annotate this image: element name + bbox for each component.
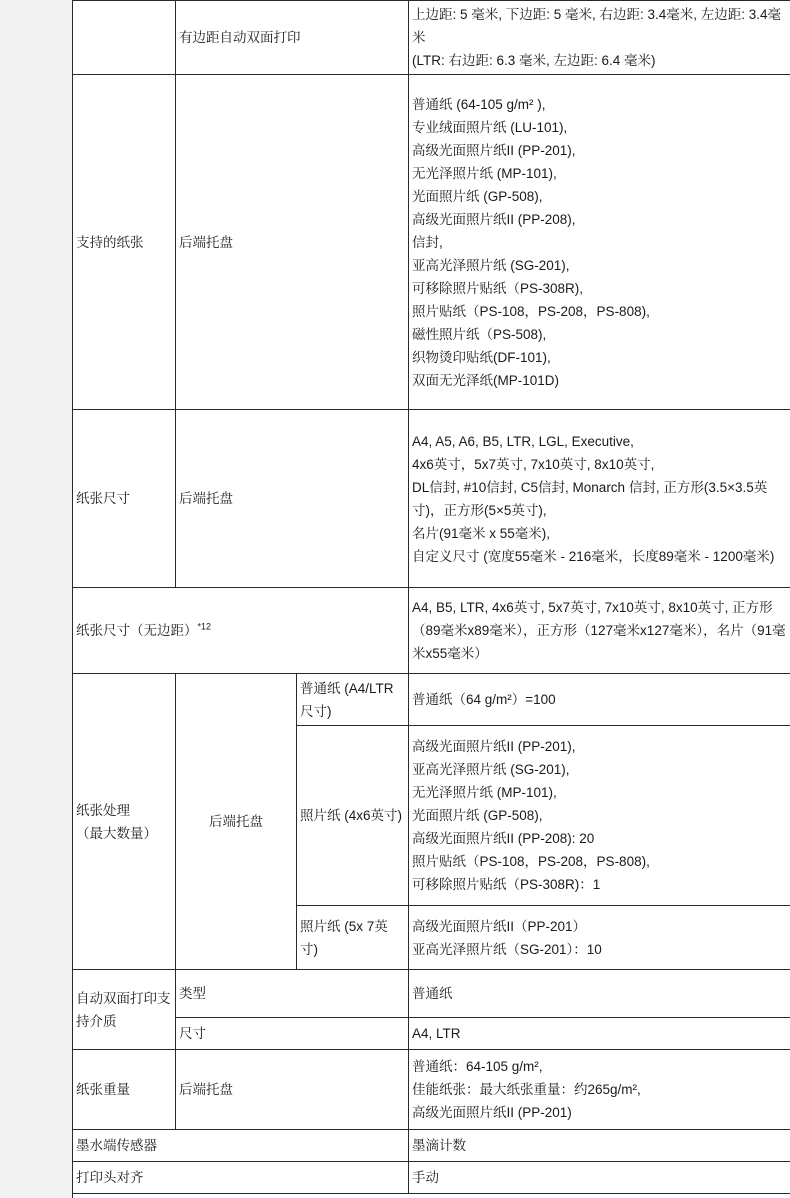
duplex-margins-value <box>409 1 790 75</box>
paper-handling-value: 普通纸（64 g/m²）=100 <box>409 674 790 726</box>
row-paper-size <box>73 410 790 588</box>
ink-sensor-value: 墨滴计数 <box>409 1130 790 1162</box>
paper-handling-type: 照片纸 (5x 7英寸) <box>297 906 409 970</box>
paper-handling-label-line: 纸张处理 <box>76 802 130 818</box>
duplex-media-type-value: 普通纸 <box>409 970 790 1018</box>
paper-handling-tray: 后端托盘 <box>176 674 297 970</box>
row-duplex-media-size <box>73 1018 790 1050</box>
row-duplex-media-type <box>73 970 790 1018</box>
spec-table <box>72 0 790 1194</box>
paper-item: 信封, <box>412 234 443 250</box>
handling-item: 亚高光泽照片纸（SG-201）：10 <box>412 941 602 957</box>
paper-item: 高级光面照片纸II (PP-201), <box>412 142 576 158</box>
size-item: A4, A5, A6, B5, LTR, LGL, Executive, <box>412 433 634 449</box>
paper-handling-type: 照片纸 (4x6英寸) <box>297 726 409 906</box>
paper-item: 织物烫印贴纸(DF-101), <box>412 349 551 365</box>
duplex-media-type-label: 类型 <box>176 970 409 1018</box>
borderless-size-value: A4, B5, LTR, 4x6英寸, 5x7英寸, 7x10英寸, 8x10英寸, 正方形（89毫米x89毫米），正方形（127毫米x127毫米），名片（91毫米x55毫米） <box>409 588 790 674</box>
paper-item: 照片贴纸（PS-108，PS-208，PS-808), <box>412 303 650 319</box>
paper-item: 普通纸 (64-105 g/m² ), <box>412 96 546 112</box>
left-margin-strip <box>0 0 73 1198</box>
paper-item: 磁性照片纸（PS-508), <box>412 326 547 342</box>
paper-handling-value <box>409 906 790 970</box>
paper-item: 无光泽照片纸 (MP-101), <box>412 165 557 181</box>
row-paper-handling-plain <box>73 674 790 726</box>
size-item: DL信封, #10信封, C5信封, Monarch 信封, 正方形(3.5×3.5英寸)，正方形(5×5英寸), <box>412 479 768 518</box>
paper-item: 高级光面照片纸II (PP-208), <box>412 211 576 227</box>
cell-empty <box>73 1 176 75</box>
borderless-size-label-text: 纸张尺寸（无边距） <box>76 623 198 638</box>
row-paper-size-borderless <box>73 588 790 674</box>
handling-item: 无光泽照片纸 (MP-101), <box>412 785 557 800</box>
weight-item: 普通纸：64-105 g/m², <box>412 1059 543 1074</box>
duplex-media-size-label: 尺寸 <box>176 1018 409 1050</box>
paper-weight-value <box>409 1050 790 1130</box>
paper-item: 专业绒面照片纸 (LU-101), <box>412 119 568 135</box>
duplex-margins-line: 上边距: 5 毫米, 下边距: 5 毫米, 右边距: 3.4毫米, 左边距: 3.4毫米 <box>412 7 782 45</box>
head-alignment-value: 手动 <box>409 1162 790 1194</box>
weight-item: 佳能纸张：最大纸张重量：约265g/m², <box>412 1082 641 1097</box>
handling-item: 高级光面照片纸II（PP-201） <box>412 918 587 934</box>
duplex-media-size-value: A4, LTR <box>409 1018 790 1050</box>
footnote-ref: *12 <box>197 621 212 632</box>
handling-item: 可移除照片贴纸（PS-308R)：1 <box>412 877 601 892</box>
handling-item: 照片贴纸（PS-108，PS-208，PS-808), <box>412 854 650 869</box>
size-item: 名片(91毫米 x 55毫米), <box>412 525 551 541</box>
weight-item: 高级光面照片纸II (PP-201) <box>412 1105 572 1120</box>
ink-sensor-label: 墨水端传感器 <box>73 1130 409 1162</box>
paper-size-label: 纸张尺寸 <box>73 410 176 588</box>
supported-paper-label: 支持的纸张 <box>73 75 176 410</box>
borderless-size-label <box>73 588 409 674</box>
size-item: 自定义尺寸 (宽度55毫米 - 216毫米，长度89毫米 - 1200毫米) <box>412 548 775 564</box>
paper-item: 亚高光泽照片纸 (SG-201), <box>412 257 570 273</box>
handling-item: 高级光面照片纸II (PP-208): 20 <box>412 831 595 846</box>
handling-item: 亚高光泽照片纸 (SG-201), <box>412 762 570 777</box>
paper-weight-label: 纸张重量 <box>73 1050 176 1130</box>
row-supported-paper <box>73 75 790 410</box>
paper-handling-label-line: （最大数量） <box>76 825 157 841</box>
paper-handling-value <box>409 726 790 906</box>
paper-item: 可移除照片贴纸（PS-308R), <box>412 280 584 296</box>
supported-paper-tray: 后端托盘 <box>176 75 409 410</box>
paper-weight-tray: 后端托盘 <box>176 1050 409 1130</box>
size-item: 4x6英寸，5x7英寸, 7x10英寸, 8x10英寸, <box>412 456 655 472</box>
row-ink-sensor <box>73 1130 790 1162</box>
head-alignment-label: 打印头对齐 <box>73 1162 409 1194</box>
row-paper-weight <box>73 1050 790 1130</box>
duplex-margins-label: 有边距自动双面打印 <box>176 1 409 75</box>
paper-item: 光面照片纸 (GP-508), <box>412 188 543 204</box>
paper-size-tray: 后端托盘 <box>176 410 409 588</box>
paper-handling-type: 普通纸 (A4/LTR尺寸) <box>297 674 409 726</box>
row-head-alignment <box>73 1162 790 1194</box>
paper-handling-label <box>73 674 176 970</box>
duplex-margins-line: (LTR: 右边距: 6.3 毫米, 左边距: 6.4 毫米) <box>412 53 656 68</box>
row-duplex-margins <box>73 1 790 75</box>
duplex-media-label: 自动双面打印支持介质 <box>73 970 176 1050</box>
paper-item: 双面无光泽纸(MP-101D) <box>412 372 560 388</box>
handling-item: 光面照片纸 (GP-508), <box>412 808 543 823</box>
supported-paper-list <box>409 75 790 410</box>
paper-size-list <box>409 410 790 588</box>
handling-item: 高级光面照片纸II (PP-201), <box>412 739 576 754</box>
